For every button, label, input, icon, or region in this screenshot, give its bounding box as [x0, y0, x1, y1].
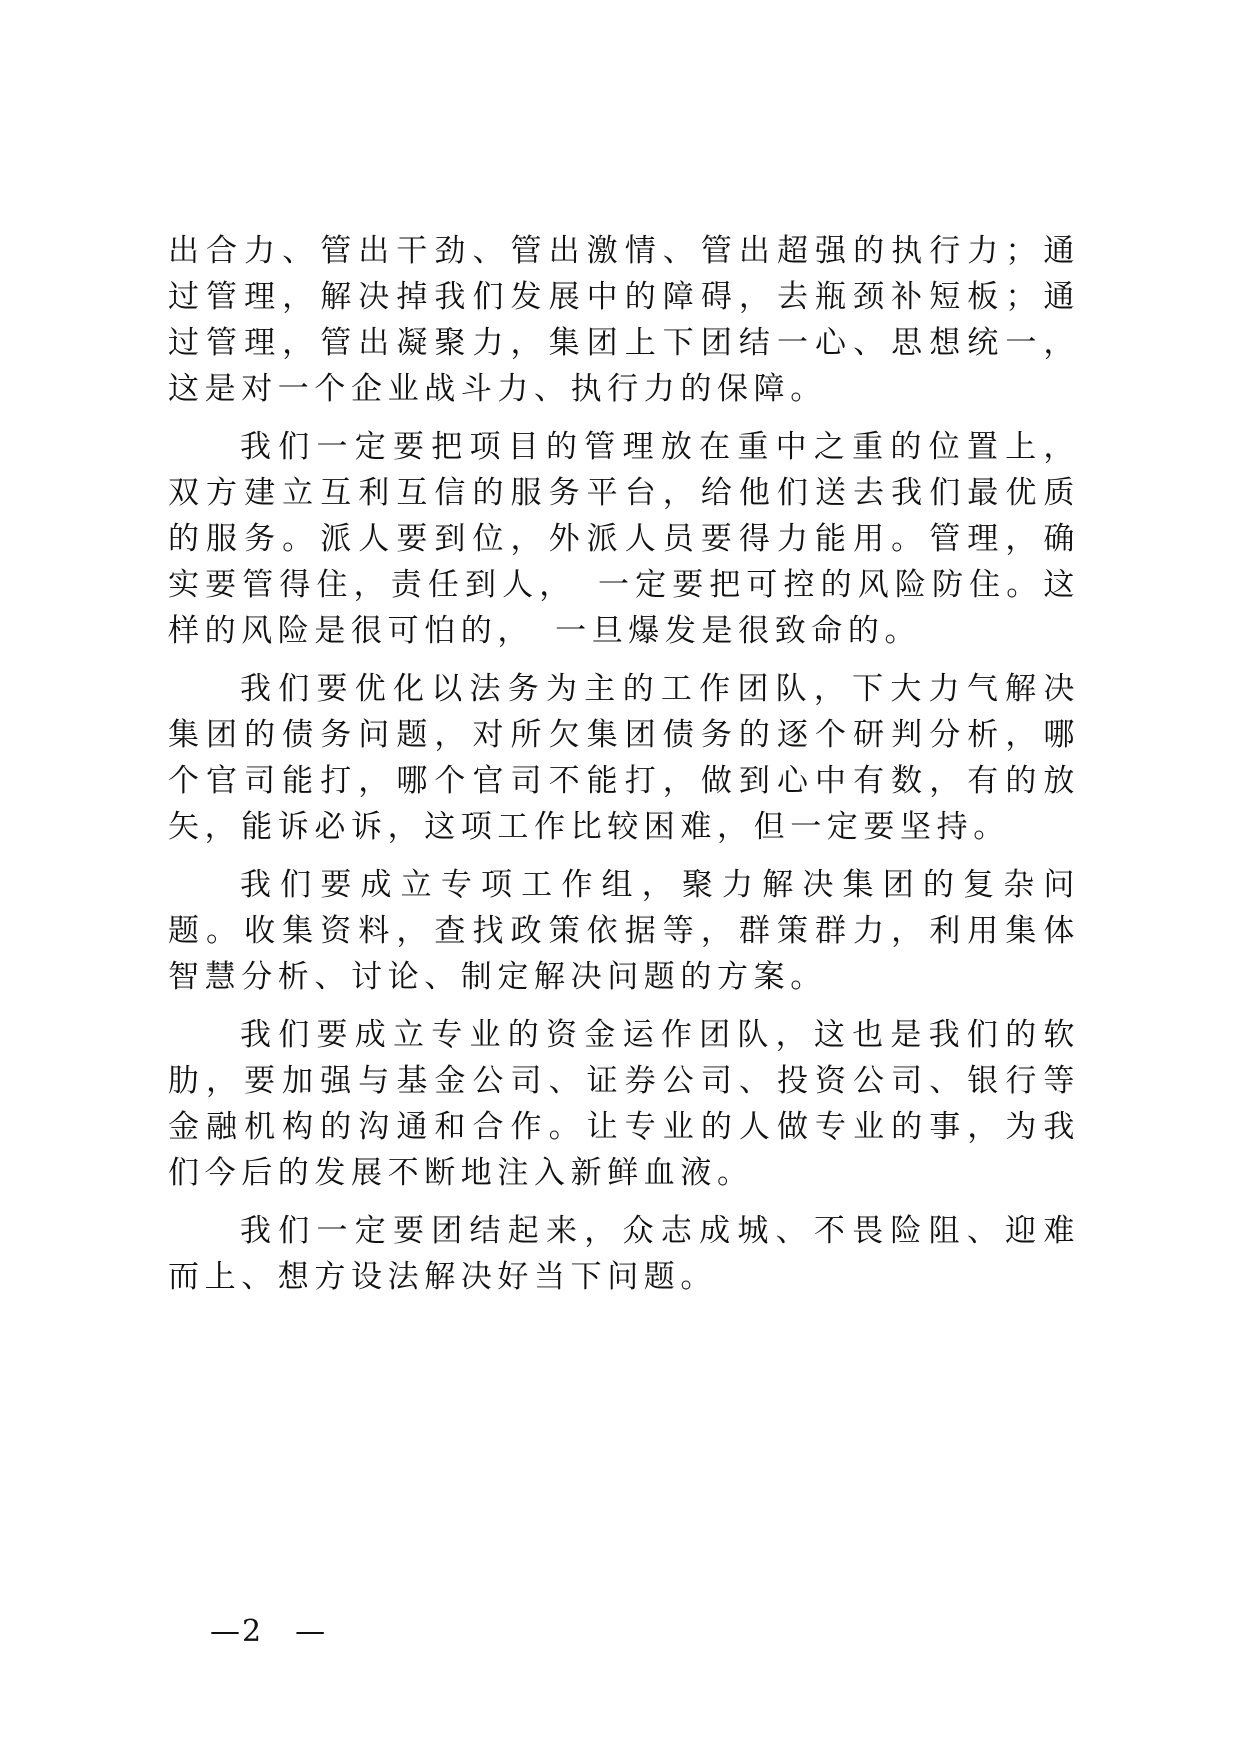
- paragraph-3: 我们要优化以法务为主的工作团队，下大力气解决集团的债务问题，对所欠集团债务的逐个研判分析，哪个官司能打，哪个官司不能打，做到心中有数，有的放矢，能诉必诉，这项工作比较困难，但一定要坚持。: [168, 671, 1080, 845]
- paragraph-2: 我们一定要把项目的管理放在重中之重的位置上，双方建立互利互信的服务平台，给他们送去我们最优质的服务。派人要到位，外派人员要得力能用。管理，确实要管得住，责任到人， 一定要把可控的风险防住。这样的风险是很可怕的， 一旦爆发是很致命的。: [168, 429, 1080, 649]
- page-number: —2 —: [210, 1614, 328, 1649]
- paragraph-1: 出合力、管出干劲、管出激情、管出超强的执行力；通过管理，解决掉我们发展中的障碍，去瓶颈补短板；通过管理，管出凝聚力，集团上下团结一心、思想统一，这是对一个企业战斗力、执行力的保障。: [168, 233, 1080, 407]
- body-text: [168, 228, 1080, 1300]
- paragraph-4: 我们要成立专项工作组，聚力解决集团的复杂问题。收集资料，查找政策依据等，群策群力，利用集体智慧分析、讨论、制定解决问题的方案。: [168, 867, 1080, 995]
- paragraph-5: 我们要成立专业的资金运作团队，这也是我们的软肋，要加强与基金公司、证券公司、投资公司、银行等金融机构的沟通和合作。让专业的人做专业的事，为我们今后的发展不断地注入新鲜血液。: [168, 1017, 1080, 1191]
- paragraph-6: 我们一定要团结起来，众志成城、不畏险阻、迎难而上、想方设法解决好当下问题。: [168, 1213, 1080, 1295]
